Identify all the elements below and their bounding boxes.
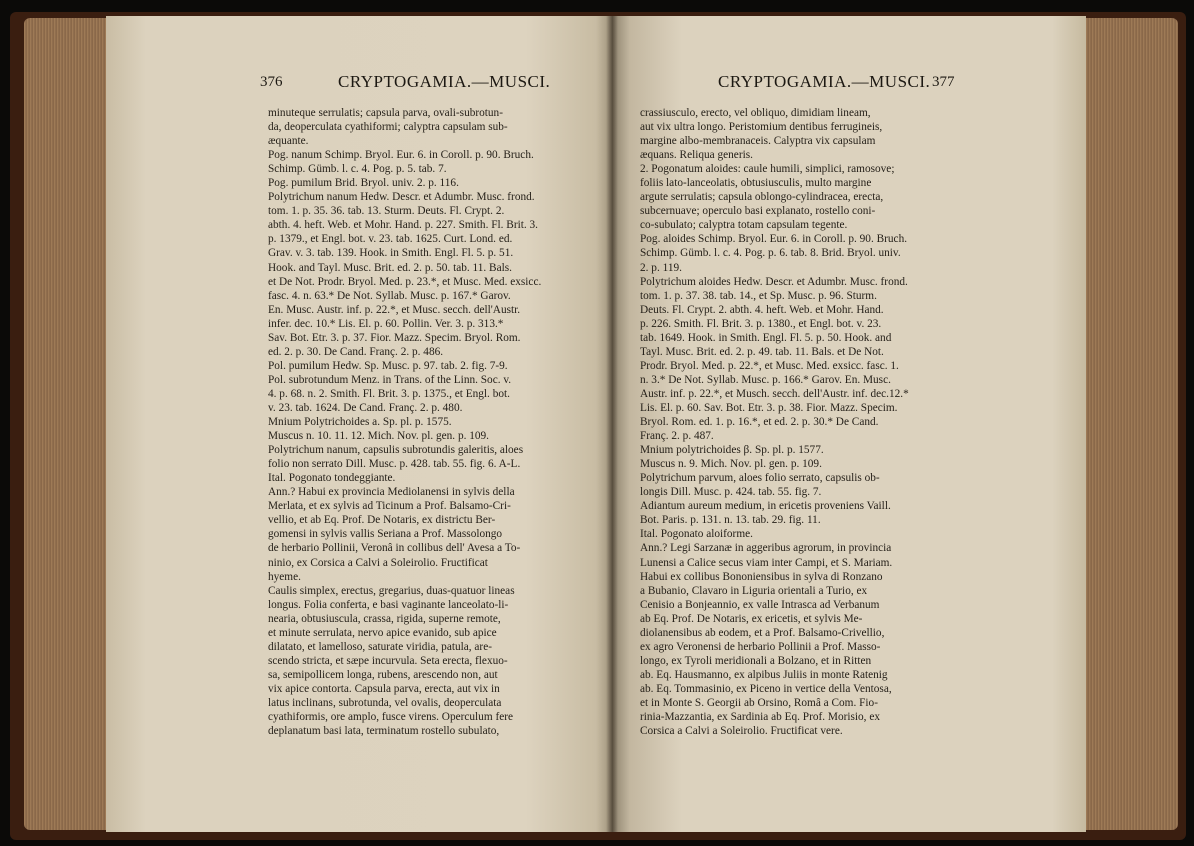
text-line: argute serrulatis; capsula oblongo-cylindracea, erecta, (640, 191, 884, 204)
text-line: foliis lato-lanceolatis, obtusiusculis, multo margine (640, 177, 872, 190)
text-line: subcernuave; operculo basi explanato, rostello coni- (640, 205, 876, 218)
text-line: ninio, ex Corsica a Calvi a Soleirolio. Fructificat (268, 556, 488, 569)
text-line: Pog. nanum Schimp. Bryol. Eur. 6. in Coroll. p. 90. Bruch. (268, 149, 534, 162)
text-line: ex agro Veronensi de herbario Pollinii a Prof. Masso- (640, 640, 881, 653)
text-line: abth. 4. heft. Web. et Mohr. Hand. p. 227. Smith. Fl. Brit. 3. (268, 219, 538, 232)
text-line: Corsica a Calvi a Soleirolio. Fructificat vere. (640, 725, 843, 738)
text-line: longo, ex Tyroli meridionali a Bolzano, et in Ritten (640, 654, 872, 667)
text-line: Bryol. Rom. ed. 1. p. 16.*, et ed. 2. p. 30.* De Cand. (640, 416, 879, 429)
text-line: Grav. v. 3. tab. 139. Hook. in Smith. Engl. Fl. 5. p. 51. (268, 247, 514, 260)
text-line: tom. 1. p. 37. 38. tab. 14., et Sp. Musc. p. 96. Sturm. (640, 289, 877, 302)
text-line: ab. Eq. Hausmanno, ex alpibus Juliis in monte Ratenig (640, 668, 888, 681)
text-line: Lunensi a Calice secus viam inter Campi, et S. Mariam. (640, 556, 893, 569)
text-line: Tayl. Musc. Brit. ed. 2. p. 49. tab. 11. Bals. et De Not. (640, 345, 884, 358)
text-line: ab Eq. Prof. De Notaris, ex ericetis, et sylvis Me- (640, 612, 863, 625)
text-line: v. 23. tab. 1624. De Cand. Franç. 2. p. 480. (268, 401, 463, 414)
text-line: Austr. inf. p. 22.*, et Musch. secch. dell'Austr. inf. dec.12.* (640, 387, 909, 400)
text-line: et minute serrulata, nervo apice evanido, sub apice (268, 626, 497, 639)
text-line: Caulis simplex, erectus, gregarius, duas-quatuor lineas (268, 584, 515, 597)
text-line: deplanatum basi lata, terminatum rostello subulato, (268, 725, 500, 738)
text-line: vellio, et ab Eq. Prof. De Notaris, ex districtu Ber- (268, 514, 496, 527)
text-line: gomensi in sylvis vallis Seriana a Prof. Massolongo (268, 528, 503, 541)
text-line: folio non serrato Dill. Musc. p. 428. tab. 55. fig. 6. A-L. (268, 458, 521, 471)
text-line: nearia, obtusiuscula, crassa, rigida, superne remote, (268, 612, 501, 625)
text-line: æquante. (268, 135, 309, 148)
text-line: diolanensibus ab eodem, et a Prof. Balsamo-Crivellio, (640, 626, 885, 639)
text-line: longus. Folia conferta, e basi vaginante lanceolato-li- (268, 598, 509, 611)
text-line: Lis. El. p. 60. Sav. Bot. Etr. 3. p. 38. Fior. Mazz. Specim. (640, 401, 898, 414)
text-line: Pog. pumilum Brid. Bryol. univ. 2. p. 116. (268, 177, 459, 190)
text-line: ed. 2. p. 30. De Cand. Franç. 2. p. 486. (268, 345, 444, 358)
left-page (106, 16, 612, 832)
text-line: Cenisio a Bonjeannio, ex valle Intrasca ad Verbanum (640, 598, 880, 611)
text-line: tab. 1649. Hook. in Smith. Engl. Fl. 5. p. 50. Hook. and (640, 331, 892, 344)
text-line: Habui ex collibus Bononiensibus in sylva di Ronzano (640, 570, 883, 583)
right-page-edges (1086, 18, 1178, 830)
text-line: Polytrichum aloides Hedw. Descr. et Adumbr. Musc. frond. (640, 275, 908, 288)
text-line: et in Monte S. Georgii ab Orsino, Româ a Com. Fio- (640, 696, 878, 709)
text-line: Muscus n. 9. Mich. Nov. pl. gen. p. 109. (640, 458, 822, 471)
text-line: longis Dill. Musc. p. 424. tab. 55. fig. 7. (640, 486, 822, 499)
text-line: Deuts. Fl. Crypt. 2. abth. 4. heft. Web. et Mohr. Hand. (640, 303, 884, 316)
text-column (268, 106, 602, 738)
text-line: a Bubanio, Clavaro in Liguria orientali a Turio, ex (640, 584, 868, 597)
text-line: En. Musc. Austr. inf. p. 22.*, et Musc. secch. dell'Austr. (268, 303, 521, 316)
text-line: p. 1379., et Engl. bot. v. 23. tab. 1625. Curt. Lond. ed. (268, 233, 513, 246)
text-line: de herbario Pollinii, Veronâ in collibus dell' Avesa a To- (268, 542, 521, 555)
running-header: CRYPTOGAMIA.—MUSCI. (718, 72, 931, 91)
text-line: Ann.? Legi Sarzanæ in aggeribus agrorum, in provincia (640, 542, 892, 555)
text-line: 2. p. 119. (640, 261, 682, 274)
text-line: crassiusculo, erecto, vel obliquo, dimidiam lineam, (640, 107, 871, 119)
text-line: rinia-Mazzantia, ex Sardinia ab Eq. Prof. Morisio, ex (640, 711, 880, 724)
text-line: Schimp. Gümb. l. c. 4. Pog. p. 6. tab. 8. Brid. Bryol. univ. (640, 247, 901, 260)
text-line: Merlata, et ex sylvis ad Ticinum a Prof. Balsamo-Cri- (268, 500, 511, 513)
text-line: et De Not. Prodr. Bryol. Med. p. 23.*, et Musc. Med. exsicc. (268, 275, 542, 288)
text-line: n. 3.* De Not. Syllab. Musc. p. 166.* Garov. En. Musc. (640, 373, 891, 386)
text-line: Mnium Polytrichoides a. Sp. pl. p. 1575. (268, 416, 452, 429)
text-line: 2. Pogonatum aloides: caule humili, simplici, ramosove; (640, 163, 895, 176)
text-line: fasc. 4. n. 63.* De Not. Syllab. Musc. p. 167.* Garov. (268, 289, 511, 302)
right-page (612, 16, 1086, 832)
text-line: Hook. and Tayl. Musc. Brit. ed. 2. p. 50. tab. 11. Bals. (268, 261, 512, 274)
running-header: CRYPTOGAMIA.—MUSCI. (338, 72, 551, 91)
left-page-edges (24, 18, 110, 830)
text-line: Ann.? Habui ex provincia Mediolanensi in sylvis della (268, 486, 515, 499)
text-line: sa, semipollicem longa, rubens, arescendo non, aut (268, 668, 498, 681)
text-line: Pol. subrotundum Menz. in Trans. of the Linn. Soc. v. (268, 373, 512, 386)
page-number: 376 (260, 74, 283, 90)
text-line: aut vix ultra longo. Peristomium dentibus ferrugineis, (640, 121, 883, 134)
text-line: Bot. Paris. p. 131. n. 13. tab. 29. fig. 11. (640, 514, 821, 527)
text-line: Mnium polytrichoides β. Sp. pl. p. 1577. (640, 444, 824, 457)
book-gutter (606, 16, 618, 832)
text-line: margine albo-membranaceis. Calyptra vix capsulam (640, 135, 876, 148)
text-line: latus inclinans, subrotunda, vel ovalis, deoperculata (268, 696, 502, 709)
text-line: Polytrichum parvum, aloes folio serrato, capsulis ob- (640, 472, 880, 485)
text-line: Polytrichum nanum, capsulis subrotundis galeritis, aloes (268, 444, 524, 457)
text-line: Muscus n. 10. 11. 12. Mich. Nov. pl. gen. p. 109. (268, 430, 490, 443)
text-line: Franç. 2. p. 487. (640, 430, 714, 443)
text-line: ab. Eq. Tommasinio, ex Piceno in vertice della Ventosa, (640, 682, 892, 695)
text-line: Polytrichum nanum Hedw. Descr. et Adumbr. Musc. frond. (268, 191, 535, 204)
text-line: minuteque serrulatis; capsula parva, ovali-subrotun- (268, 107, 503, 119)
text-column (640, 106, 980, 738)
text-line: hyeme. (268, 570, 301, 583)
text-line: Pol. pumilum Hedw. Sp. Musc. p. 97. tab. 2. fig. 7-9. (268, 359, 508, 372)
text-line: Schimp. Gümb. l. c. 4. Pog. p. 5. tab. 7. (268, 163, 447, 176)
text-line: p. 226. Smith. Fl. Brit. 3. p. 1380., et Engl. bot. v. 23. (640, 317, 882, 330)
text-line: da, deoperculata cyathiformi; calyptra capsulam sub- (268, 121, 508, 134)
text-line: cyathiformis, ore amplo, fusce virens. Operculum fere (268, 711, 513, 724)
text-line: Adiantum aureum medium, in ericetis proveniens Vaill. (640, 500, 891, 513)
text-line: scendo stricta, et sæpe incurvula. Seta erecta, flexuo- (268, 654, 508, 667)
text-line: Prodr. Bryol. Med. p. 22.*, et Musc. Med. exsicc. fasc. 1. (640, 359, 899, 372)
text-line: dilatato, et lamelloso, saturate viridia, patula, are- (268, 640, 492, 653)
text-line: Sav. Bot. Etr. 3. p. 37. Fior. Mazz. Specim. Bryol. Rom. (268, 331, 521, 344)
text-line: tom. 1. p. 35. 36. tab. 13. Sturm. Deuts. Fl. Crypt. 2. (268, 205, 505, 218)
page-number: 377 (932, 74, 955, 90)
text-line: æquans. Reliqua generis. (640, 149, 753, 162)
text-line: Ital. Pogonato tondeggiante. (268, 472, 396, 485)
text-line: vix apice contorta. Capsula parva, erecta, aut vix in (268, 682, 500, 695)
text-line: infer. dec. 10.* Lis. El. p. 60. Pollin. Ver. 3. p. 313.* (268, 317, 504, 330)
text-line: Pog. aloides Schimp. Bryol. Eur. 6. in Coroll. p. 90. Bruch. (640, 233, 908, 246)
text-line: co-subulato; calyptra totam capsulam tegente. (640, 219, 848, 232)
text-line: Ital. Pogonato aloiforme. (640, 528, 753, 541)
text-line: 4. p. 68. n. 2. Smith. Fl. Brit. 3. p. 1375., et Engl. bot. (268, 387, 510, 400)
